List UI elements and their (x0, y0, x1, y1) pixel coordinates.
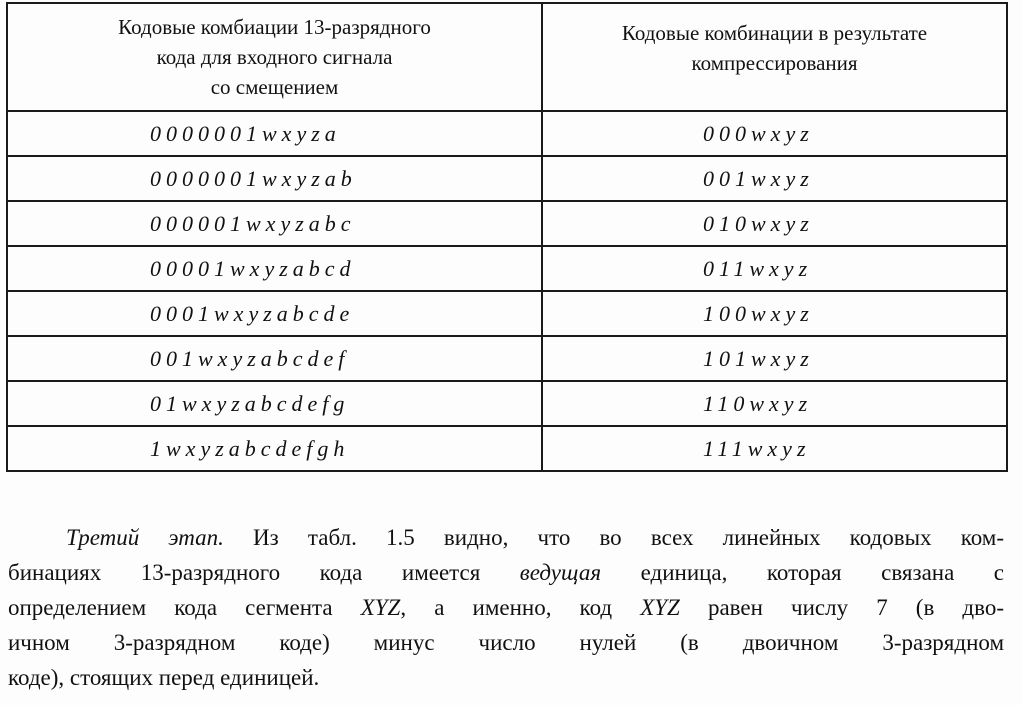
paragraph-text: равен числу 7 (в дво- (679, 595, 1004, 620)
input-code-cell: 001wxyzabcdef (7, 336, 542, 381)
header-input-codes (7, 3, 542, 111)
table-row (7, 426, 1007, 471)
table-header-row (7, 3, 1007, 111)
stage-heading: Третий этап. (66, 525, 224, 550)
table-row (7, 201, 1007, 246)
paragraph-text: определением кода сегмента (8, 595, 361, 620)
paragraph-line (8, 555, 1004, 590)
code-combinations-table (6, 2, 1008, 472)
paragraph-line (8, 520, 1004, 555)
input-code-cell: 0000001wxyza (7, 111, 542, 156)
table-row (7, 156, 1007, 201)
input-code-cell: 0001wxyzabcde (7, 291, 542, 336)
table-row (7, 336, 1007, 381)
paragraph-text: единица, которая связана с (601, 560, 1004, 585)
input-code-cell: 01wxyzabcdefg (7, 381, 542, 426)
body-paragraph (8, 520, 1004, 695)
segment-code-term: XYZ (360, 595, 401, 620)
input-code-cell: 0000001wxyzab (7, 156, 542, 201)
paragraph-line (8, 590, 1004, 625)
output-code-cell: 100wxyz (542, 291, 1007, 336)
output-code-cell: 010wxyz (542, 201, 1007, 246)
input-code-cell: 00001wxyzabcd (7, 246, 542, 291)
paragraph-text: Из табл. 1.5 видно, что во всех линейных кодовых ком- (223, 525, 1004, 550)
output-code-cell: 101wxyz (542, 336, 1007, 381)
output-code-cell: 000wxyz (542, 111, 1007, 156)
table-row (7, 381, 1007, 426)
paragraph-line: коде), стоящих перед единицей. (8, 665, 320, 690)
output-code-cell: 110wxyz (542, 381, 1007, 426)
paragraph-text: , а именно, код (400, 595, 641, 620)
header-output-label: Кодовые комбинации в результате компрессирования (621, 21, 928, 75)
table-row (7, 291, 1007, 336)
header-input-label: Кодовые комбиации 13-разрядного кода для входного сигнала со смещением (118, 15, 431, 99)
output-code-cell: 011wxyz (542, 246, 1007, 291)
output-code-cell: 001wxyz (542, 156, 1007, 201)
table-row (7, 246, 1007, 291)
input-code-cell: 000001wxyzabc (7, 201, 542, 246)
paragraph-text: бинациях 13-разрядного кода имеется (8, 560, 520, 585)
output-code-cell: 111wxyz (542, 426, 1007, 471)
emphasis-leading: ведущая (519, 560, 602, 585)
segment-code-term: XYZ (640, 595, 680, 620)
paragraph-line: ичном 3-разрядном коде) минус число нулей (в двоичном 3-разрядном (8, 630, 1004, 655)
header-compressed-codes (542, 3, 1007, 111)
table-row (7, 111, 1007, 156)
input-code-cell: 1wxyzabcdefgh (7, 426, 542, 471)
